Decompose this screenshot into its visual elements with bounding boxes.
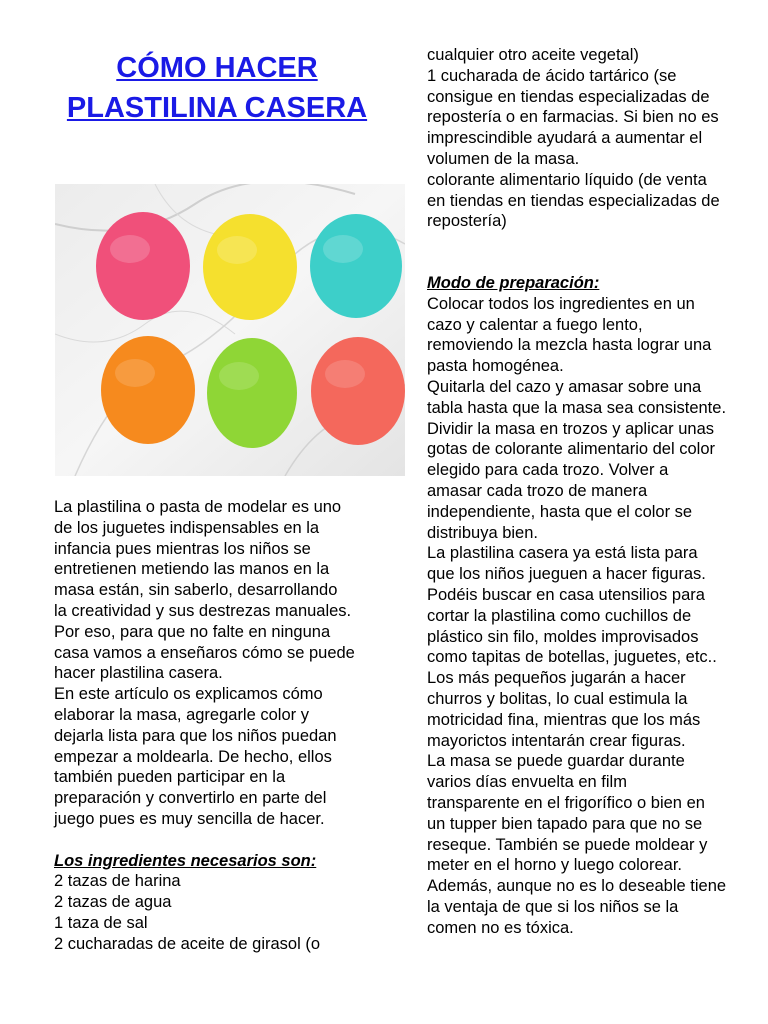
text-line: también pueden participar en la <box>54 768 286 787</box>
text-line: Los más pequeños jugarán a hacer <box>427 669 686 688</box>
text-line: motricidad fina, mientras que los más <box>427 710 701 729</box>
text-line: casa vamos a enseñaros cómo se puede <box>54 643 355 662</box>
text-line: entretienen metiendo las manos en la <box>54 560 330 579</box>
text-line: masa están, sin saberlo, desarrollando <box>54 581 338 600</box>
text-line: La plastilina casera ya está lista para <box>427 544 698 563</box>
text-line: 2 cucharadas de aceite de girasol (o <box>54 934 320 953</box>
ingredients-continued <box>427 45 720 232</box>
dough-ball <box>207 338 297 448</box>
title-line: PLASTILINA CASERA <box>66 92 368 124</box>
text-line: comen no es tóxica. <box>427 918 574 937</box>
dough-balls-icon <box>55 184 405 476</box>
text-line: distribuya bien. <box>427 523 538 542</box>
text-line: cualquier otro aceite vegetal) <box>427 46 639 64</box>
text-line: volumen de la masa. <box>427 149 580 168</box>
text-line: repostería o en farmacias. Si bien no es <box>427 108 719 127</box>
text-line: cazo y calentar a fuego lento, <box>427 315 643 334</box>
text-line: removiendo la mezcla hasta lograr una <box>427 336 712 355</box>
text-line: empezar a moldearla. De hecho, ellos <box>54 747 332 766</box>
text-line: dejarla lista para que los niños puedan <box>54 726 337 745</box>
dough-balls-photo <box>55 184 405 476</box>
text-line: En este artículo os explicamos cómo <box>54 685 323 704</box>
text-line: Colocar todos los ingredientes en un <box>427 294 695 313</box>
text-line: como tapitas de botellas, juguetes, etc.. <box>427 648 717 667</box>
preparation-text <box>427 294 726 939</box>
text-line: pasta homogénea. <box>427 357 564 376</box>
dough-ball <box>101 336 195 444</box>
text-line: plástico sin filo, moldes improvisados <box>427 627 699 646</box>
ingredients-list <box>54 871 355 954</box>
title-line: CÓMO HACER <box>116 52 318 84</box>
preparation-heading: Modo de preparación: <box>427 274 600 292</box>
text-line: la creatividad y sus destrezas manuales. <box>54 601 352 620</box>
text-line: churros y bolitas, lo cual estimula la <box>427 689 688 708</box>
text-line: 2 tazas de harina <box>54 872 181 891</box>
ingredients-heading: Los ingredientes necesarios son: <box>54 851 317 870</box>
text-line: un tupper bien tapado para que no se <box>427 814 703 833</box>
text-line: reseque. También se puede moldear y <box>427 835 708 854</box>
dough-ball <box>311 337 405 445</box>
dough-ball <box>96 212 190 320</box>
text-line: infancia pues mientras los niños se <box>54 539 311 558</box>
dough-ball <box>310 214 402 318</box>
text-line: elegido para cada trozo. Volver a <box>427 461 669 480</box>
text-line: Por eso, para que no falte en ninguna <box>54 622 331 641</box>
text-line: consigue en tiendas especializadas de <box>427 87 710 106</box>
text-line: transparente en el frigorífico o bien en <box>427 793 705 812</box>
text-line: la ventaja de que si los niños se la <box>427 897 679 916</box>
text-line: imprescindible ayudará a aumentar el <box>427 129 703 148</box>
text-line: 1 taza de sal <box>54 913 148 932</box>
text-line: La plastilina o pasta de modelar es uno <box>54 498 342 516</box>
text-line: meter en el horno y luego colorear. <box>427 856 682 875</box>
text-line: juego pues es muy sencilla de hacer. <box>54 809 325 828</box>
text-line: 2 tazas de agua <box>54 893 172 912</box>
text-line: independiente, hasta que el color se <box>427 502 693 521</box>
text-line: amasar cada trozo de manera <box>427 481 648 500</box>
text-line: hacer plastilina casera. <box>54 664 223 683</box>
text-line: elaborar la masa, agregarle color y <box>54 705 309 724</box>
text-line: preparación y convertirlo en parte del <box>54 789 327 808</box>
intro-paragraph <box>54 497 355 830</box>
text-line: en tiendas en tiendas especializadas de <box>427 191 720 210</box>
text-line: colorante alimentario líquido (de venta <box>427 170 707 189</box>
text-line: tabla hasta que la masa sea consistente. <box>427 398 727 417</box>
text-line: Dividir la masa en trozos y aplicar unas <box>427 419 715 438</box>
text-line: repostería) <box>427 212 507 231</box>
dough-ball <box>203 214 297 320</box>
preparation-section <box>427 273 726 939</box>
text-line: Además, aunque no es lo deseable tiene <box>427 877 727 896</box>
text-line: La masa se puede guardar durante <box>427 752 685 771</box>
page-title <box>52 48 382 128</box>
text-line: gotas de colorante alimentario del color <box>427 440 716 459</box>
text-line: Quitarla del cazo y amasar sobre una <box>427 377 702 396</box>
text-line: mayorictos intentarán crear figuras. <box>427 731 686 750</box>
text-line: que los niños jueguen a hacer figuras. <box>427 565 706 584</box>
text-line: de los juguetes indispensables en la <box>54 518 320 537</box>
text-line: cortar la plastilina como cuchillos de <box>427 606 692 625</box>
text-line: 1 cucharada de ácido tartárico (se <box>427 66 677 85</box>
left-column <box>54 497 355 955</box>
text-line: Podéis buscar en casa utensilios para <box>427 585 705 604</box>
text-line: varios días envuelta en film <box>427 773 627 792</box>
